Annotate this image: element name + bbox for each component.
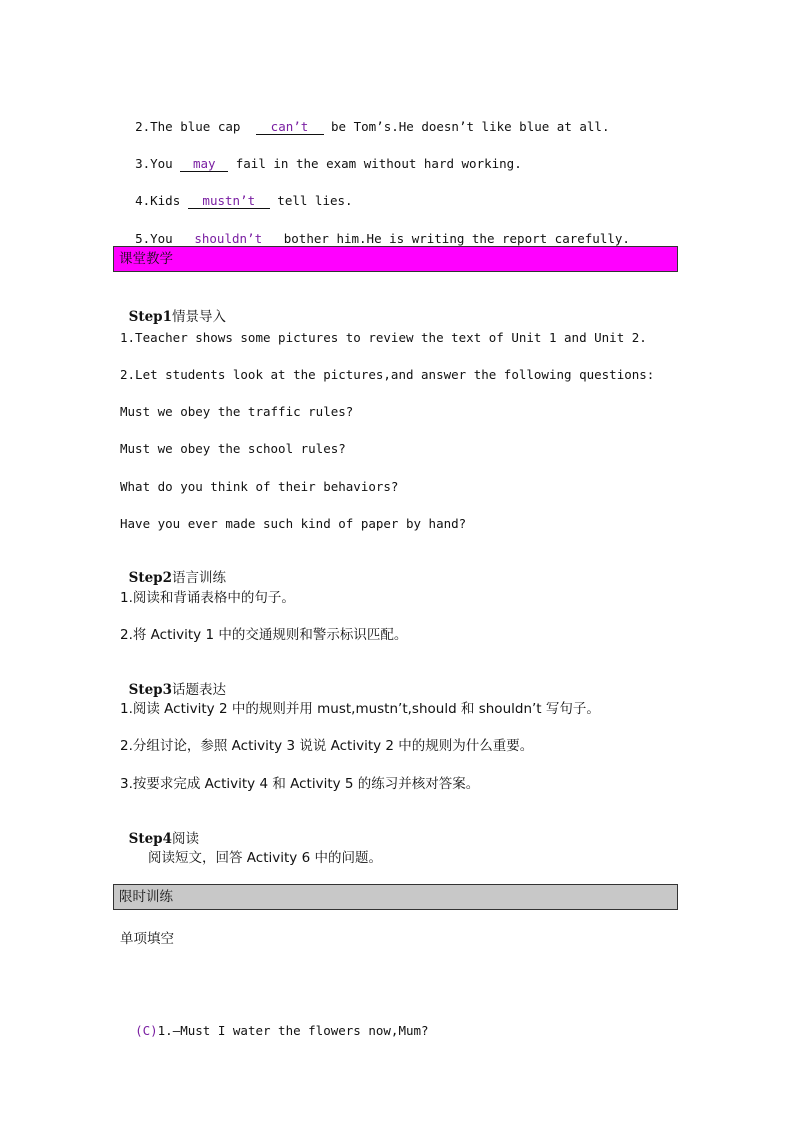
question-1 <box>120 1004 429 1040</box>
step4-line: 阅读短文，回答 Activity 6 中的问题。 <box>148 850 382 866</box>
step-title: 语言训练 <box>172 570 227 586</box>
step3-line-1: 1.阅读 Activity 2 中的规则并用 must,mustn’t,should 和 shouldn’t 写句子。 <box>120 701 600 717</box>
answer-blank: can’t <box>256 119 324 135</box>
section-header-classroom: 课堂教学 <box>113 246 678 272</box>
item-number: 2. <box>135 119 151 134</box>
step-label: Step3 <box>128 682 173 698</box>
step3-line-3: 3.按要求完成 Activity 4 和 Activity 5 的练习并核对答案。 <box>120 776 480 792</box>
question-answer: (C) <box>135 1023 158 1038</box>
answer-blank: may <box>180 156 228 172</box>
section-header-timed: 限时训练 <box>113 884 678 910</box>
item-number: 5. <box>135 231 151 246</box>
exercise-item-4 <box>120 174 353 210</box>
step1-line-6: Have you ever made such kind of paper by hand? <box>120 516 467 531</box>
step4-heading <box>120 812 199 848</box>
step1-line-5: What do you think of their behaviors? <box>120 479 399 494</box>
step-title: 情景导入 <box>172 309 227 325</box>
exercise-item-3 <box>120 137 522 173</box>
step-title: 阅读 <box>172 831 200 847</box>
step-label: Step1 <box>128 309 173 325</box>
item-text-before: The blue cap <box>150 119 248 134</box>
item-text-after: be Tom’s.He doesn’t like blue at all. <box>323 119 610 134</box>
exercise-item-5 <box>120 212 630 248</box>
step-title: 话题表达 <box>172 682 227 698</box>
item-number: 4. <box>135 193 151 208</box>
step3-line-2: 2.分组讨论，参照 Activity 3 说说 Activity 2 中的规则为什么重要。 <box>120 738 534 754</box>
answer-blank: shouldn’t <box>180 231 276 247</box>
step1-line-4: Must we obey the school rules? <box>120 441 346 456</box>
item-number: 3. <box>135 156 151 171</box>
step2-line-2: 2.将 Activity 1 中的交通规则和警示标识匹配。 <box>120 627 408 643</box>
item-text-after: tell lies. <box>269 193 353 208</box>
step-label: Step4 <box>128 831 173 847</box>
single-choice-title: 单项填空 <box>120 931 174 947</box>
item-text-after: fail in the exam without hard working. <box>228 156 522 171</box>
step1-line-1: 1.Teacher shows some pictures to review the text of Unit 1 and Unit 2. <box>120 330 647 345</box>
step2-heading <box>120 551 226 587</box>
step1-line-3: Must we obey the traffic rules? <box>120 404 354 419</box>
answer-blank: mustn’t <box>188 193 270 209</box>
step1-line-2: 2.Let students look at the pictures,and answer the following questions: <box>120 367 655 382</box>
exercise-item-2 <box>120 100 609 136</box>
step2-line-1: 1.阅读和背诵表格中的句子。 <box>120 590 295 606</box>
item-text-after: bother him.He is writing the report carefully. <box>276 231 630 246</box>
step3-heading <box>120 663 226 699</box>
step1-heading <box>120 290 226 326</box>
step-label: Step2 <box>128 570 173 586</box>
question-text: 1.—Must I water the flowers now,Mum? <box>157 1023 429 1038</box>
item-text-before: Kids <box>150 193 188 208</box>
item-text-before: You <box>150 231 181 246</box>
item-text-before: You <box>150 156 181 171</box>
